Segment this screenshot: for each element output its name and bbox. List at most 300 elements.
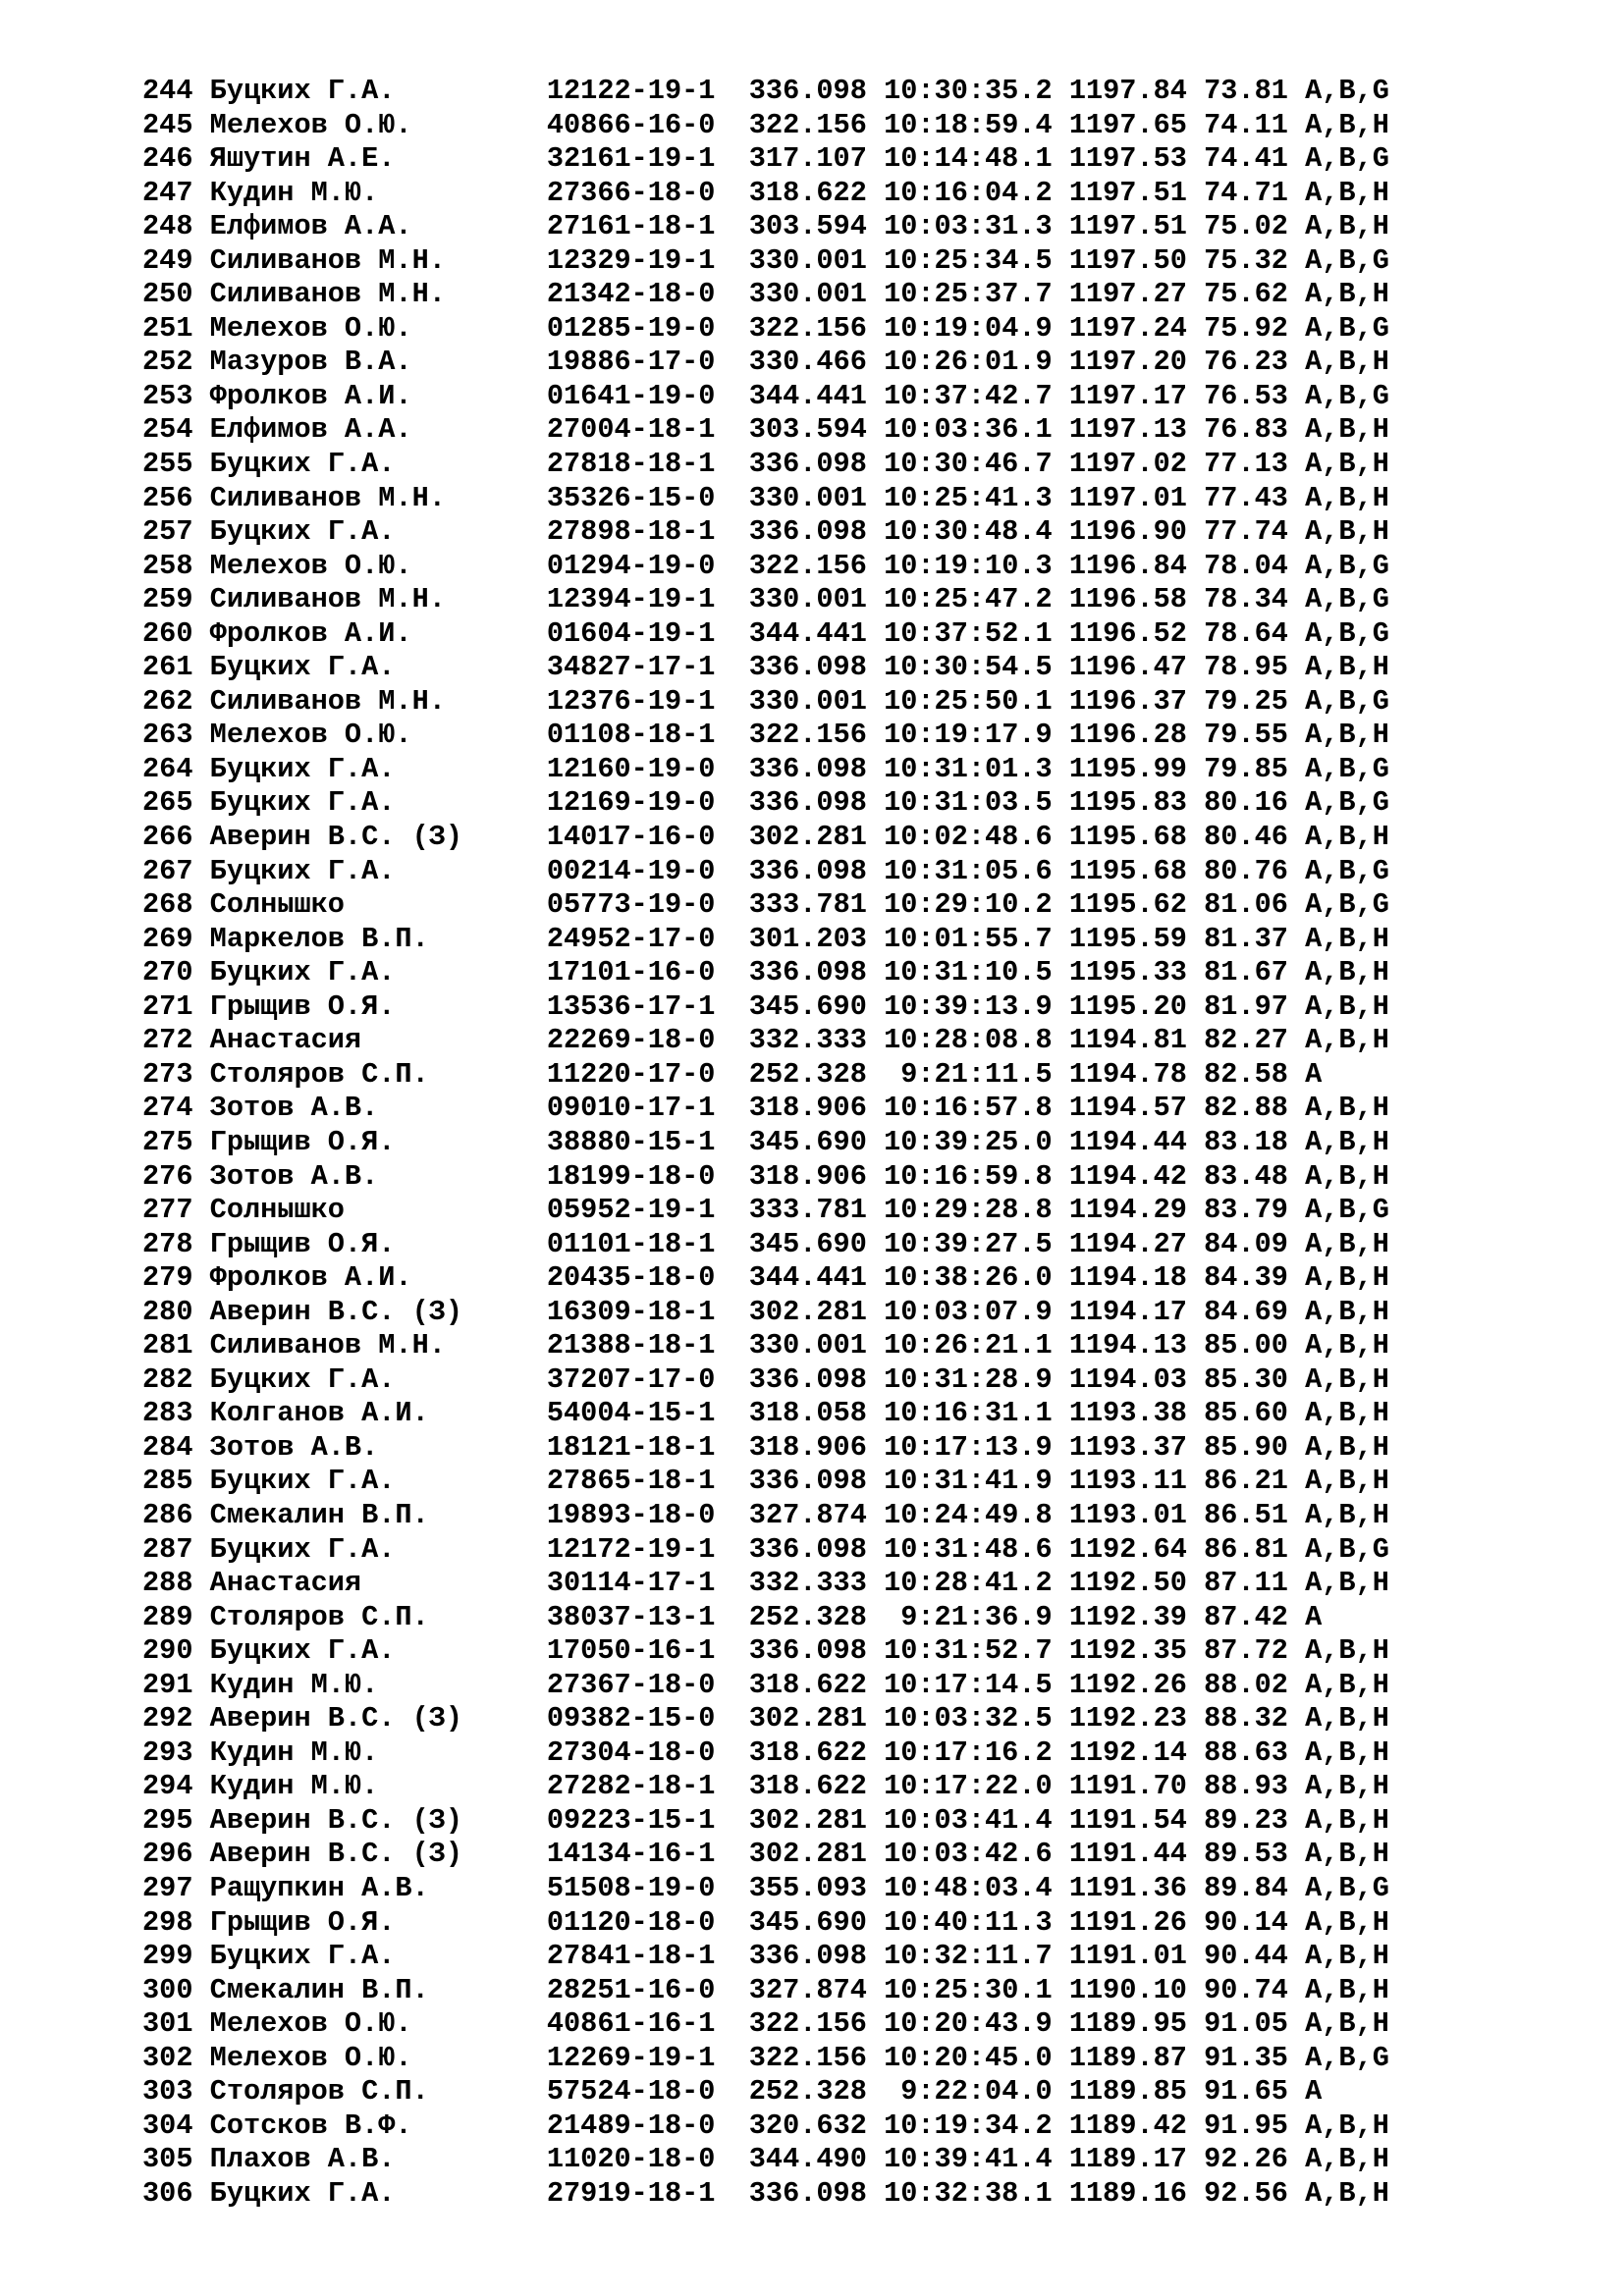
distance-cell: 336.098 bbox=[748, 786, 867, 820]
column-gap bbox=[1053, 413, 1069, 446]
ring-cell: 09382-15-0 bbox=[546, 1702, 716, 1735]
column-gap bbox=[1288, 1669, 1305, 1701]
column-gap bbox=[1053, 1567, 1069, 1599]
ring-cell: 21342-18-0 bbox=[546, 278, 716, 311]
ring-cell: 09223-15-1 bbox=[546, 1803, 716, 1837]
column-gap bbox=[1288, 923, 1305, 955]
column-gap bbox=[412, 312, 547, 345]
speed-cell: 1195.59 bbox=[1068, 922, 1187, 955]
column-gap bbox=[446, 1329, 547, 1362]
column-gap bbox=[1187, 2143, 1204, 2175]
speed-cell: 1192.14 bbox=[1068, 1735, 1187, 1769]
column-gap bbox=[1187, 1329, 1204, 1362]
column-gap bbox=[867, 413, 884, 446]
column-gap bbox=[192, 1296, 209, 1328]
column-gap bbox=[462, 1702, 547, 1735]
column-gap bbox=[1288, 821, 1305, 853]
column-gap bbox=[1053, 210, 1069, 242]
column-gap bbox=[1187, 1669, 1204, 1701]
ring-cell: 18199-18-0 bbox=[546, 1159, 716, 1193]
table-row bbox=[142, 1160, 1389, 1195]
column-gap bbox=[1053, 278, 1069, 310]
time-cell: 10:16:31.1 bbox=[884, 1397, 1053, 1430]
table-row bbox=[142, 75, 1389, 109]
speed-cell: 1196.37 bbox=[1068, 684, 1187, 718]
column-gap bbox=[867, 1567, 884, 1599]
table-row bbox=[142, 651, 1389, 685]
column-gap bbox=[192, 855, 209, 887]
column-gap bbox=[867, 753, 884, 785]
coef-cell: 87.72 bbox=[1204, 1634, 1288, 1668]
time-cell: 10:37:42.7 bbox=[884, 379, 1053, 412]
coef-cell: 84.69 bbox=[1204, 1295, 1288, 1328]
table-row bbox=[142, 380, 1389, 414]
table-row bbox=[142, 1974, 1389, 2008]
coef-cell: 84.39 bbox=[1204, 1261, 1288, 1295]
distance-cell: 322.156 bbox=[748, 108, 867, 141]
time-cell: 10:17:16.2 bbox=[884, 1735, 1053, 1769]
place-cell: 290 bbox=[142, 1634, 193, 1668]
column-gap bbox=[1288, 1397, 1305, 1429]
column-gap bbox=[1288, 142, 1305, 175]
time-cell: 10:31:05.6 bbox=[884, 854, 1053, 887]
column-gap bbox=[192, 1601, 209, 1633]
column-gap bbox=[192, 177, 209, 209]
coef-cell: 75.92 bbox=[1204, 311, 1288, 345]
table-row bbox=[142, 2109, 1389, 2144]
table-row bbox=[142, 1296, 1389, 1330]
coef-cell: 82.58 bbox=[1204, 1057, 1288, 1091]
column-gap bbox=[1053, 1940, 1069, 1972]
groups-cell: A,B,H bbox=[1305, 1295, 1389, 1328]
name-cell: Буцких Г.А. bbox=[209, 1362, 396, 1396]
column-gap bbox=[378, 1770, 547, 1802]
column-gap bbox=[867, 142, 884, 175]
column-gap bbox=[715, 244, 748, 277]
ring-cell: 12160-19-0 bbox=[546, 752, 716, 785]
speed-cell: 1197.13 bbox=[1068, 413, 1187, 447]
ring-cell: 16309-18-1 bbox=[546, 1295, 716, 1328]
column-gap bbox=[395, 1634, 546, 1667]
column-gap bbox=[192, 1126, 209, 1158]
column-gap bbox=[1288, 1634, 1305, 1667]
place-cell: 250 bbox=[142, 278, 193, 311]
groups-cell: A,B,H bbox=[1305, 1940, 1389, 1973]
column-gap bbox=[715, 2042, 748, 2074]
column-gap bbox=[412, 109, 547, 141]
table-row bbox=[142, 2042, 1389, 2076]
place-cell: 271 bbox=[142, 989, 193, 1023]
column-gap bbox=[867, 617, 884, 650]
column-gap bbox=[192, 1906, 209, 1939]
coef-cell: 82.27 bbox=[1204, 1024, 1288, 1057]
distance-cell: 336.098 bbox=[748, 75, 867, 107]
column-gap bbox=[867, 2007, 884, 2040]
column-gap bbox=[1187, 685, 1204, 718]
time-cell: 10:31:03.5 bbox=[884, 786, 1053, 820]
groups-cell: A,B,H bbox=[1305, 1092, 1389, 1125]
column-gap bbox=[1187, 1940, 1204, 1972]
place-cell: 265 bbox=[142, 786, 193, 820]
column-gap bbox=[412, 1261, 547, 1294]
place-cell: 298 bbox=[142, 1905, 193, 1939]
column-gap bbox=[867, 888, 884, 921]
ring-cell: 00214-19-0 bbox=[546, 854, 716, 887]
coef-cell: 88.93 bbox=[1204, 1770, 1288, 1803]
column-gap bbox=[715, 1872, 748, 1904]
column-gap bbox=[867, 448, 884, 480]
speed-cell: 1195.62 bbox=[1068, 888, 1187, 922]
column-gap bbox=[867, 1431, 884, 1464]
column-gap bbox=[867, 278, 884, 310]
column-gap bbox=[1187, 2177, 1204, 2210]
time-cell: 10:03:36.1 bbox=[884, 413, 1053, 447]
column-gap bbox=[1288, 1533, 1305, 1566]
column-gap bbox=[1187, 821, 1204, 853]
table-row bbox=[142, 888, 1389, 923]
ring-cell: 21388-18-1 bbox=[546, 1329, 716, 1362]
column-gap bbox=[715, 1533, 748, 1566]
column-gap bbox=[715, 75, 748, 107]
groups-cell: A,B,H bbox=[1305, 1397, 1389, 1430]
column-gap bbox=[446, 482, 547, 514]
column-gap bbox=[1288, 1194, 1305, 1226]
ring-cell: 37207-17-0 bbox=[546, 1362, 716, 1396]
distance-cell: 318.906 bbox=[748, 1430, 867, 1464]
distance-cell: 344.441 bbox=[748, 616, 867, 650]
place-cell: 245 bbox=[142, 108, 193, 141]
name-cell: Мелехов О.Ю. bbox=[209, 2007, 412, 2041]
column-gap bbox=[867, 1092, 884, 1124]
groups-cell: A,B,H bbox=[1305, 1668, 1389, 1701]
column-gap bbox=[1288, 1702, 1305, 1735]
groups-cell: A bbox=[1305, 2075, 1323, 2109]
time-cell: 10:31:41.9 bbox=[884, 1465, 1053, 1498]
table-row bbox=[142, 1228, 1389, 1262]
name-cell: Буцких Г.А. bbox=[209, 2176, 396, 2210]
column-gap bbox=[715, 1940, 748, 1972]
time-cell: 10:19:34.2 bbox=[884, 2109, 1053, 2142]
column-gap bbox=[867, 109, 884, 141]
column-gap bbox=[1053, 177, 1069, 209]
table-row bbox=[142, 448, 1389, 482]
column-gap bbox=[1187, 109, 1204, 141]
column-gap bbox=[1187, 244, 1204, 277]
name-cell: Аверин В.С. (З) bbox=[209, 1838, 463, 1871]
column-gap bbox=[867, 1940, 884, 1972]
coef-cell: 83.18 bbox=[1204, 1125, 1288, 1158]
ring-cell: 12172-19-1 bbox=[546, 1532, 716, 1566]
column-gap bbox=[1053, 1092, 1069, 1124]
column-gap bbox=[1187, 2007, 1204, 2040]
column-gap bbox=[715, 617, 748, 650]
table-row bbox=[142, 2143, 1389, 2177]
column-gap bbox=[395, 1363, 546, 1396]
groups-cell: A,B,H bbox=[1305, 108, 1389, 141]
column-gap bbox=[1187, 177, 1204, 209]
column-gap bbox=[1288, 1838, 1305, 1870]
column-gap bbox=[192, 1804, 209, 1837]
column-gap bbox=[1288, 380, 1305, 412]
time-cell: 10:17:22.0 bbox=[884, 1770, 1053, 1803]
column-gap bbox=[715, 312, 748, 345]
name-cell: Буцких Г.А. bbox=[209, 75, 396, 107]
name-cell: Грыщив О.Я. bbox=[209, 1125, 396, 1158]
time-cell: 10:03:07.9 bbox=[884, 1295, 1053, 1328]
column-gap bbox=[192, 550, 209, 582]
name-cell: Буцких Г.А. bbox=[209, 448, 396, 481]
column-gap bbox=[192, 1838, 209, 1870]
coef-cell: 90.14 bbox=[1204, 1905, 1288, 1939]
distance-cell: 330.001 bbox=[748, 481, 867, 514]
coef-cell: 75.02 bbox=[1204, 210, 1288, 243]
coef-cell: 89.53 bbox=[1204, 1838, 1288, 1871]
column-gap bbox=[715, 2177, 748, 2210]
time-cell: 10:25:34.5 bbox=[884, 243, 1053, 277]
column-gap bbox=[867, 1669, 884, 1701]
name-cell: Сотсков В.Ф. bbox=[209, 2109, 412, 2142]
column-gap bbox=[412, 617, 547, 650]
column-gap bbox=[1187, 1465, 1204, 1497]
column-gap bbox=[361, 1567, 547, 1599]
groups-cell: A,B,H bbox=[1305, 481, 1389, 514]
column-gap bbox=[1053, 1601, 1069, 1633]
column-gap bbox=[192, 1363, 209, 1396]
column-gap bbox=[1288, 2007, 1305, 2040]
table-row bbox=[142, 1024, 1389, 1058]
column-gap bbox=[715, 855, 748, 887]
column-gap bbox=[867, 515, 884, 548]
ring-cell: 51508-19-0 bbox=[546, 1871, 716, 1904]
coef-cell: 87.11 bbox=[1204, 1567, 1288, 1600]
time-cell: 10:39:27.5 bbox=[884, 1227, 1053, 1260]
table-row bbox=[142, 177, 1389, 211]
distance-cell: 302.281 bbox=[748, 1295, 867, 1328]
place-cell: 291 bbox=[142, 1668, 193, 1701]
column-gap bbox=[462, 1804, 547, 1837]
time-cell: 10:26:01.9 bbox=[884, 346, 1053, 379]
place-cell: 255 bbox=[142, 448, 193, 481]
place-cell: 266 bbox=[142, 821, 193, 854]
column-gap bbox=[192, 1194, 209, 1226]
column-gap bbox=[867, 1228, 884, 1260]
speed-cell: 1197.51 bbox=[1068, 176, 1187, 209]
column-gap bbox=[715, 448, 748, 480]
ring-cell: 27818-18-1 bbox=[546, 448, 716, 481]
name-cell: Солнышко bbox=[209, 1194, 345, 1227]
distance-cell: 345.690 bbox=[748, 1125, 867, 1158]
groups-cell: A,B,G bbox=[1305, 854, 1389, 887]
column-gap bbox=[192, 142, 209, 175]
column-gap bbox=[1187, 1601, 1204, 1633]
column-gap bbox=[1053, 1228, 1069, 1260]
speed-cell: 1197.24 bbox=[1068, 311, 1187, 345]
time-cell: 10:30:46.7 bbox=[884, 448, 1053, 481]
table-row bbox=[142, 109, 1389, 143]
ring-cell: 38880-15-1 bbox=[546, 1125, 716, 1158]
distance-cell: 327.874 bbox=[748, 1973, 867, 2006]
column-gap bbox=[462, 1838, 547, 1870]
column-gap bbox=[1288, 1906, 1305, 1939]
column-gap bbox=[446, 685, 547, 718]
place-cell: 299 bbox=[142, 1940, 193, 1973]
column-gap bbox=[1187, 1736, 1204, 1769]
place-cell: 276 bbox=[142, 1159, 193, 1193]
column-gap bbox=[715, 719, 748, 751]
column-gap bbox=[192, 1634, 209, 1667]
column-gap bbox=[395, 448, 546, 480]
table-row bbox=[142, 855, 1389, 889]
column-gap bbox=[1288, 651, 1305, 683]
groups-cell: A bbox=[1305, 1600, 1323, 1633]
table-row bbox=[142, 1838, 1389, 1872]
column-gap bbox=[715, 413, 748, 446]
column-gap bbox=[192, 413, 209, 446]
coef-cell: 91.05 bbox=[1204, 2007, 1288, 2041]
ring-cell: 19893-18-0 bbox=[546, 1498, 716, 1531]
column-gap bbox=[1187, 786, 1204, 819]
column-gap bbox=[192, 1770, 209, 1802]
column-gap bbox=[1187, 448, 1204, 480]
place-cell: 247 bbox=[142, 176, 193, 209]
column-gap bbox=[1288, 1567, 1305, 1599]
column-gap bbox=[395, 990, 546, 1023]
column-gap bbox=[1187, 583, 1204, 615]
time-cell: 10:38:26.0 bbox=[884, 1261, 1053, 1295]
groups-cell: A,B,H bbox=[1305, 719, 1389, 752]
speed-cell: 1191.70 bbox=[1068, 1770, 1187, 1803]
column-gap bbox=[1053, 753, 1069, 785]
coef-cell: 79.25 bbox=[1204, 684, 1288, 718]
name-cell: Плахов А.В. bbox=[209, 2143, 396, 2176]
ring-cell: 17101-16-0 bbox=[546, 956, 716, 989]
column-gap bbox=[867, 685, 884, 718]
column-gap bbox=[192, 583, 209, 615]
distance-cell: 318.622 bbox=[748, 1668, 867, 1701]
ring-cell: 54004-15-1 bbox=[546, 1397, 716, 1430]
column-gap bbox=[378, 1669, 547, 1701]
ring-cell: 35326-15-0 bbox=[546, 481, 716, 514]
column-gap bbox=[1053, 1126, 1069, 1158]
name-cell: Зотов А.В. bbox=[209, 1092, 379, 1125]
column-gap bbox=[395, 1126, 546, 1158]
speed-cell: 1191.44 bbox=[1068, 1838, 1187, 1871]
column-gap bbox=[1288, 2042, 1305, 2074]
place-cell: 304 bbox=[142, 2109, 193, 2142]
name-cell: Буцких Г.А. bbox=[209, 1532, 396, 1566]
groups-cell: A,B,G bbox=[1305, 583, 1389, 616]
column-gap bbox=[1053, 2177, 1069, 2210]
column-gap bbox=[1053, 888, 1069, 921]
column-gap bbox=[192, 210, 209, 242]
column-gap bbox=[412, 210, 547, 242]
column-gap bbox=[1187, 1228, 1204, 1260]
column-gap bbox=[395, 515, 546, 548]
distance-cell: 336.098 bbox=[748, 1940, 867, 1973]
speed-cell: 1197.84 bbox=[1068, 75, 1187, 107]
table-row bbox=[142, 1669, 1389, 1703]
column-gap bbox=[192, 923, 209, 955]
column-gap bbox=[429, 1499, 547, 1531]
distance-cell: 317.107 bbox=[748, 142, 867, 176]
distance-cell: 252.328 bbox=[748, 2075, 867, 2109]
distance-cell: 330.001 bbox=[748, 1329, 867, 1362]
groups-cell: A,B,G bbox=[1305, 549, 1389, 582]
column-gap bbox=[715, 1634, 748, 1667]
distance-cell: 336.098 bbox=[748, 1532, 867, 1566]
column-gap bbox=[715, 1261, 748, 1294]
speed-cell: 1192.50 bbox=[1068, 1567, 1187, 1600]
time-cell: 10:31:10.5 bbox=[884, 956, 1053, 989]
column-gap bbox=[1187, 278, 1204, 310]
ring-cell: 27865-18-1 bbox=[546, 1465, 716, 1498]
place-cell: 262 bbox=[142, 684, 193, 718]
ring-cell: 12269-19-1 bbox=[546, 2041, 716, 2074]
column-gap bbox=[715, 550, 748, 582]
groups-cell: A,B,H bbox=[1305, 2007, 1389, 2041]
coef-cell: 81.06 bbox=[1204, 888, 1288, 922]
place-cell: 288 bbox=[142, 1567, 193, 1600]
table-row bbox=[142, 1940, 1389, 1974]
coef-cell: 77.43 bbox=[1204, 481, 1288, 514]
name-cell: Ращупкин А.В. bbox=[209, 1871, 429, 1904]
speed-cell: 1190.10 bbox=[1068, 1973, 1187, 2006]
distance-cell: 320.632 bbox=[748, 2109, 867, 2142]
column-gap bbox=[1053, 1872, 1069, 1904]
place-cell: 263 bbox=[142, 719, 193, 752]
column-gap bbox=[395, 786, 546, 819]
column-gap bbox=[715, 1160, 748, 1193]
column-gap bbox=[1187, 346, 1204, 378]
column-gap bbox=[361, 1024, 547, 1056]
column-gap bbox=[192, 1736, 209, 1769]
speed-cell: 1189.17 bbox=[1068, 2143, 1187, 2176]
column-gap bbox=[192, 753, 209, 785]
coef-cell: 77.13 bbox=[1204, 448, 1288, 481]
column-gap bbox=[867, 1736, 884, 1769]
column-gap bbox=[1187, 550, 1204, 582]
column-gap bbox=[715, 1092, 748, 1124]
column-gap bbox=[1053, 1669, 1069, 1701]
column-gap bbox=[1288, 1024, 1305, 1056]
column-gap bbox=[867, 1974, 884, 2006]
column-gap bbox=[867, 2177, 884, 2210]
column-gap bbox=[1187, 2109, 1204, 2142]
column-gap bbox=[867, 1838, 884, 1870]
column-gap bbox=[867, 719, 884, 751]
time-cell: 10:19:17.9 bbox=[884, 719, 1053, 752]
ring-cell: 01294-19-0 bbox=[546, 549, 716, 582]
column-gap bbox=[1288, 1126, 1305, 1158]
place-cell: 289 bbox=[142, 1600, 193, 1633]
place-cell: 274 bbox=[142, 1092, 193, 1125]
groups-cell: A,B,H bbox=[1305, 1261, 1389, 1295]
column-gap bbox=[1053, 1194, 1069, 1226]
column-gap bbox=[192, 888, 209, 921]
ring-cell: 14134-16-1 bbox=[546, 1838, 716, 1871]
coef-cell: 82.88 bbox=[1204, 1092, 1288, 1125]
table-row bbox=[142, 1092, 1389, 1126]
column-gap bbox=[192, 1499, 209, 1531]
column-gap bbox=[715, 786, 748, 819]
coef-cell: 88.02 bbox=[1204, 1668, 1288, 1701]
column-gap bbox=[1187, 855, 1204, 887]
column-gap bbox=[1288, 1431, 1305, 1464]
groups-cell: A,B,H bbox=[1305, 1329, 1389, 1362]
coef-cell: 76.53 bbox=[1204, 379, 1288, 412]
column-gap bbox=[429, 1397, 547, 1429]
distance-cell: 345.690 bbox=[748, 1227, 867, 1260]
